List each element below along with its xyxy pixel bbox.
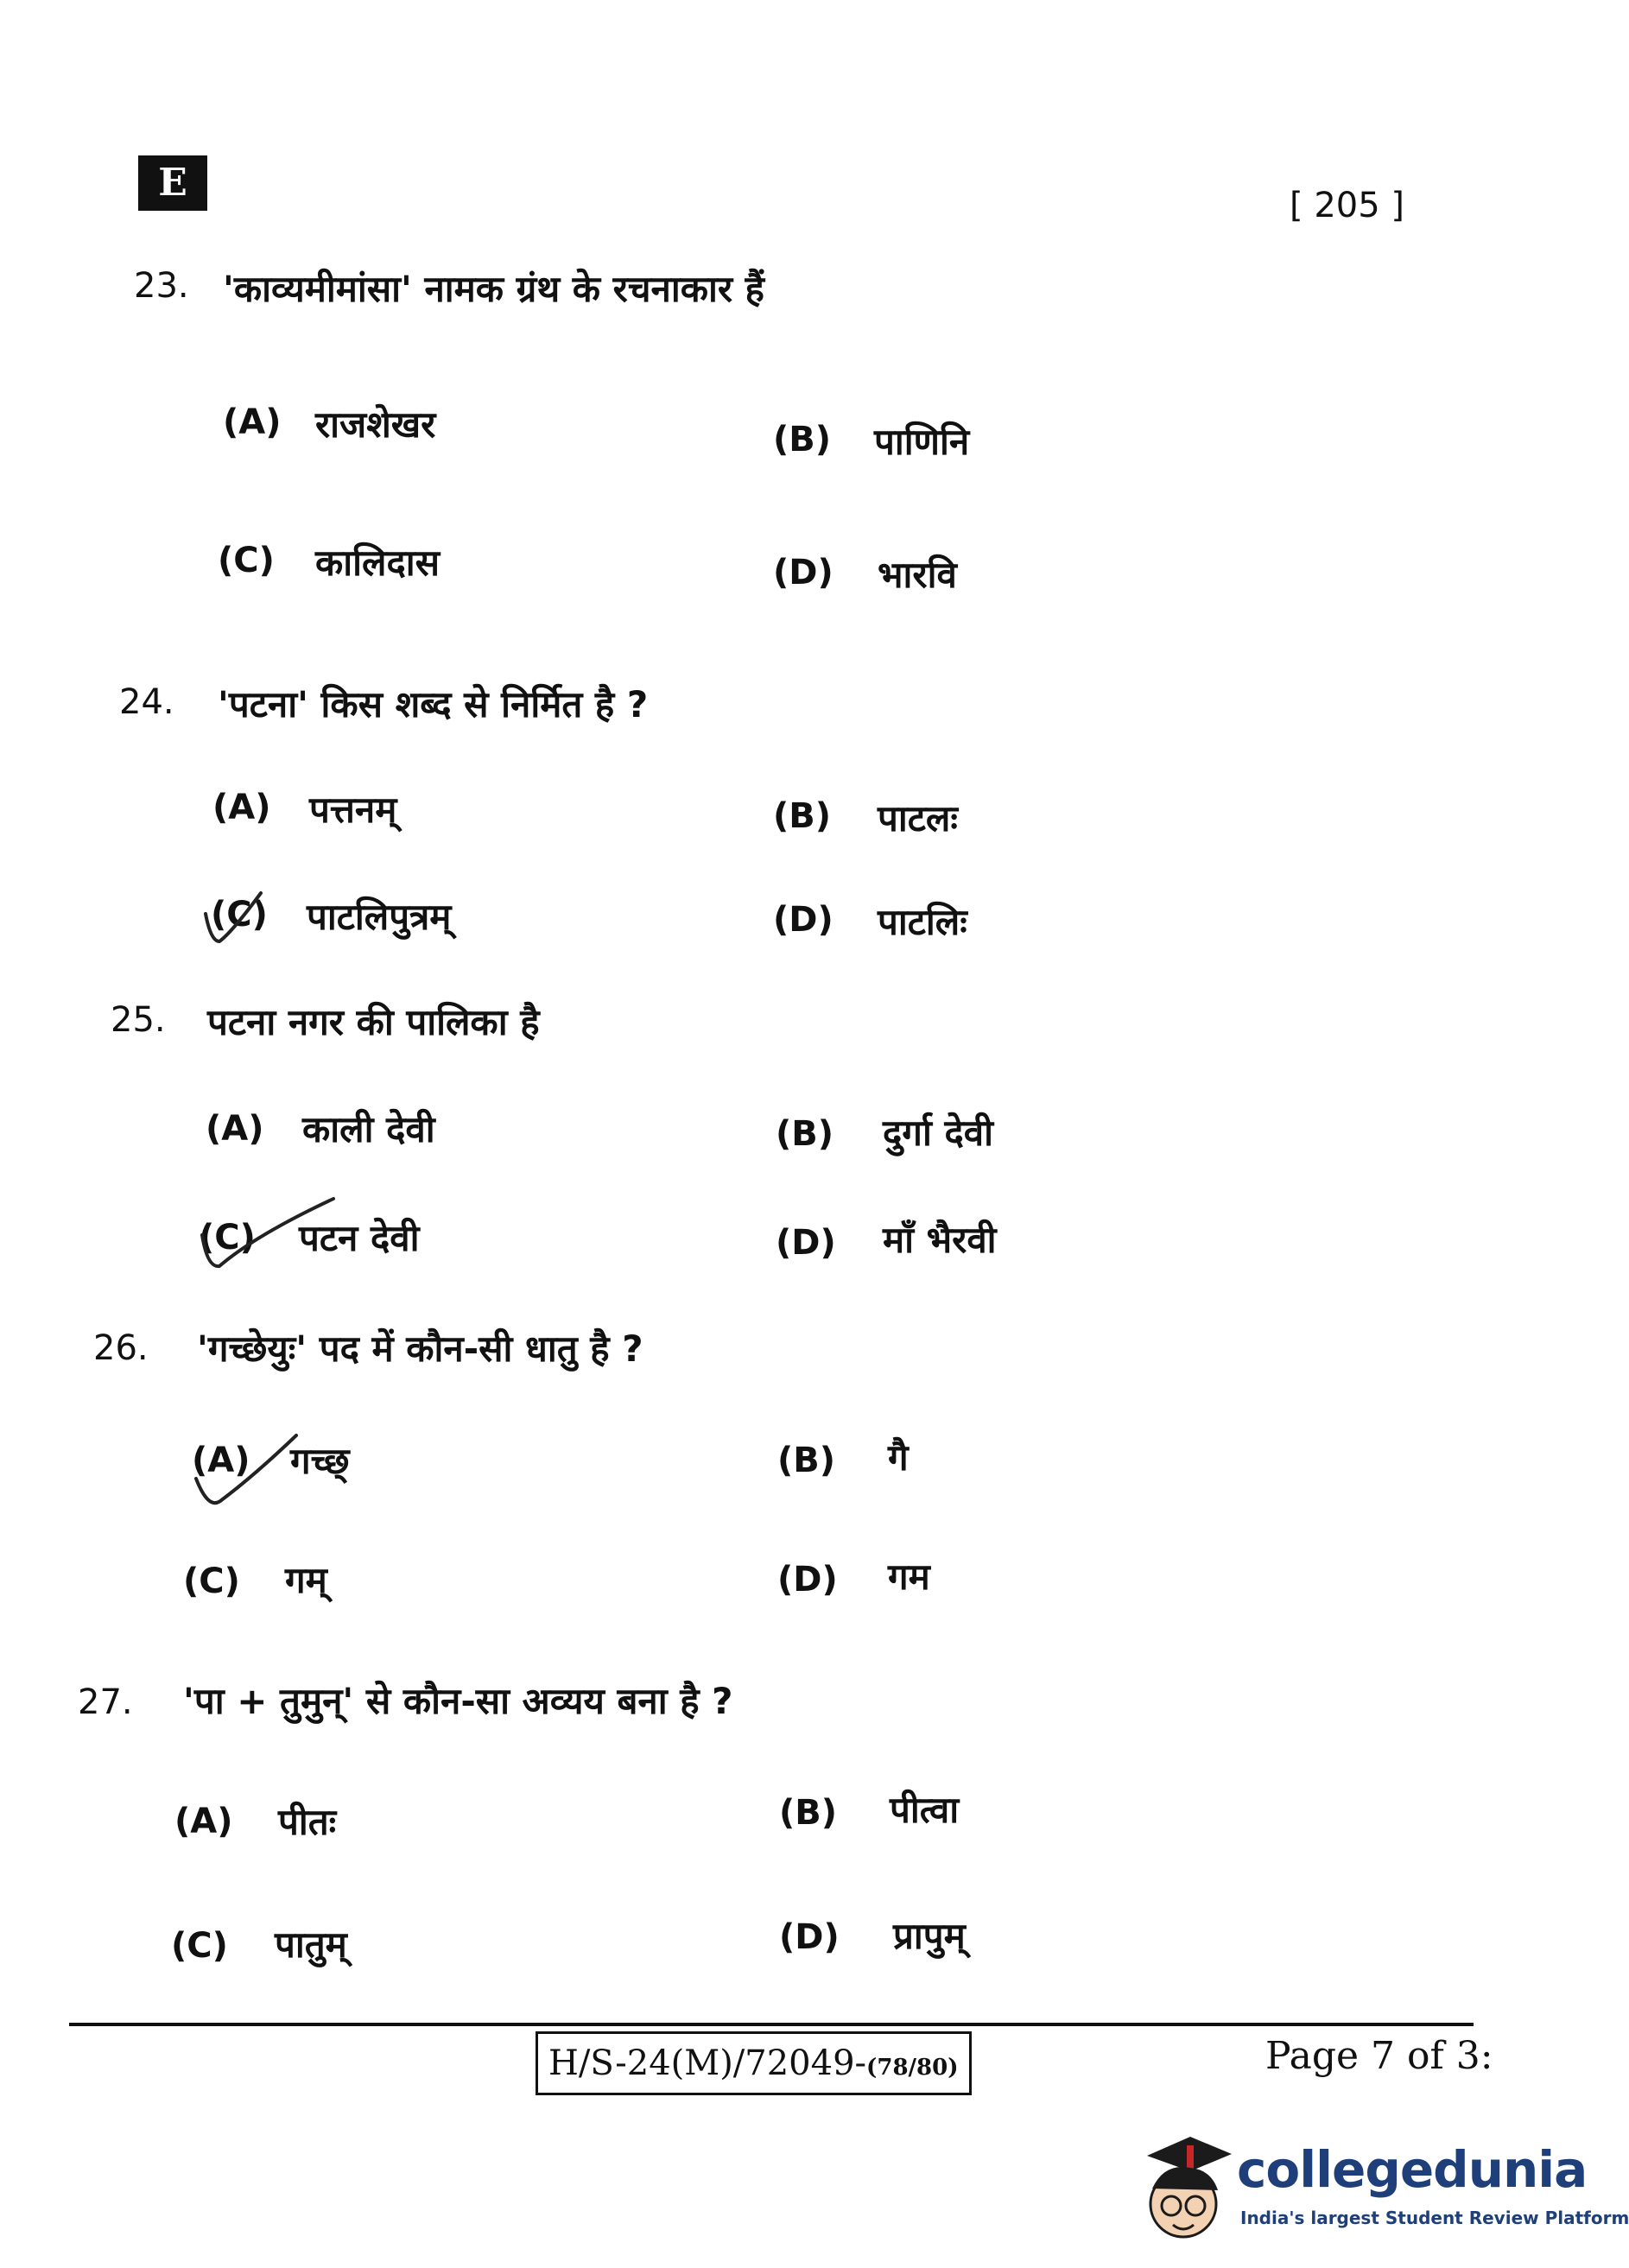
option-a-text: गच्छ्: [290, 1440, 350, 1482]
option-b-label: (B): [776, 1114, 834, 1154]
option-a-text: पीतः: [278, 1801, 337, 1843]
option-b-text: दुर्गा देवी: [883, 1112, 993, 1154]
question-number: 27.: [78, 1682, 133, 1722]
paper-code: H/S-24(M)/72049-: [548, 2043, 867, 2083]
option-a-label: (A): [212, 788, 271, 827]
option-c-text: कालिदास: [315, 542, 441, 584]
question-text: 'पा + तुमुन्' से कौन-सा अव्यय बना है ?: [183, 1680, 733, 1722]
page-code: [ 205 ]: [1290, 186, 1404, 225]
option-c-label: (C): [218, 541, 275, 580]
option-c-text: पटन देवी: [299, 1217, 420, 1259]
option-d-label: (D): [779, 1917, 840, 1957]
option-a-label: (A): [206, 1109, 264, 1149]
question-text: पटना नगर की पालिका है: [207, 1001, 540, 1043]
option-d-text: प्रापुम्: [893, 1915, 966, 1957]
option-b-label: (B): [779, 1793, 838, 1833]
option-d-label: (D): [773, 900, 834, 940]
option-d-text: भारवि: [878, 554, 957, 596]
option-c-text: पाटलिपुत्रम्: [307, 896, 452, 938]
option-b-label: (B): [773, 420, 832, 459]
brand-tagline: India's largest Student Review Platform: [1240, 2208, 1629, 2228]
footer-rule: [69, 2023, 1474, 2026]
option-d-text: पाटलिः: [878, 901, 967, 943]
page-number: Page 7 of 3:: [1265, 2034, 1493, 2078]
question-text: 'गच्छेयुः' पद में कौन-सी धातु है ?: [197, 1327, 643, 1370]
option-c-label: (C): [183, 1562, 240, 1601]
option-b-label: (B): [773, 796, 832, 836]
question-text: 'पटना' किस शब्द से निर्मित है ?: [218, 683, 649, 725]
option-d-text: माँ भैरवी: [883, 1219, 997, 1261]
question-number: 25.: [111, 1000, 166, 1040]
option-d-label: (D): [776, 1223, 836, 1263]
mascot-logo-icon: [1138, 2121, 1235, 2251]
option-c-text: पातुम्: [275, 1923, 347, 1966]
question-number: 26.: [93, 1328, 149, 1368]
option-a-label: (A): [223, 402, 282, 442]
option-d-text: गम: [888, 1555, 930, 1598]
paper-code-suffix: (78/80): [866, 2055, 959, 2081]
checkmark-icon: [199, 881, 268, 950]
question-number: 23.: [134, 266, 189, 306]
set-code-badge: E: [138, 155, 207, 211]
option-a-label: (A): [174, 1802, 233, 1841]
brand-name: collegedunia: [1237, 2140, 1588, 2199]
checkmark-icon: [186, 1427, 307, 1513]
question-number: 24.: [119, 682, 174, 722]
paper-code-box: [536, 2031, 972, 2095]
option-a-text: पत्तनम्: [309, 789, 397, 831]
option-c-label: (C): [199, 1218, 256, 1258]
option-b-text: पाटलः: [878, 797, 958, 839]
checkmark-icon: [195, 1192, 351, 1278]
option-c-label: (C): [171, 1926, 228, 1966]
option-d-label: (D): [777, 1560, 838, 1600]
option-c-text: गम्: [285, 1559, 327, 1601]
question-text: 'काव्यमीमांसा' नामक ग्रंथ के रचनाकार हैं: [223, 268, 764, 310]
option-b-text: पीत्वा: [890, 1789, 960, 1831]
option-b-text: गै: [888, 1436, 909, 1479]
option-a-label: (A): [192, 1441, 250, 1480]
option-d-label: (D): [773, 553, 834, 592]
option-b-text: पाणिनि: [874, 421, 970, 463]
option-a-text: राजशेखर: [315, 403, 436, 446]
option-a-text: काली देवी: [302, 1108, 435, 1150]
option-c-label: (C): [211, 895, 268, 934]
option-b-label: (B): [777, 1441, 836, 1480]
